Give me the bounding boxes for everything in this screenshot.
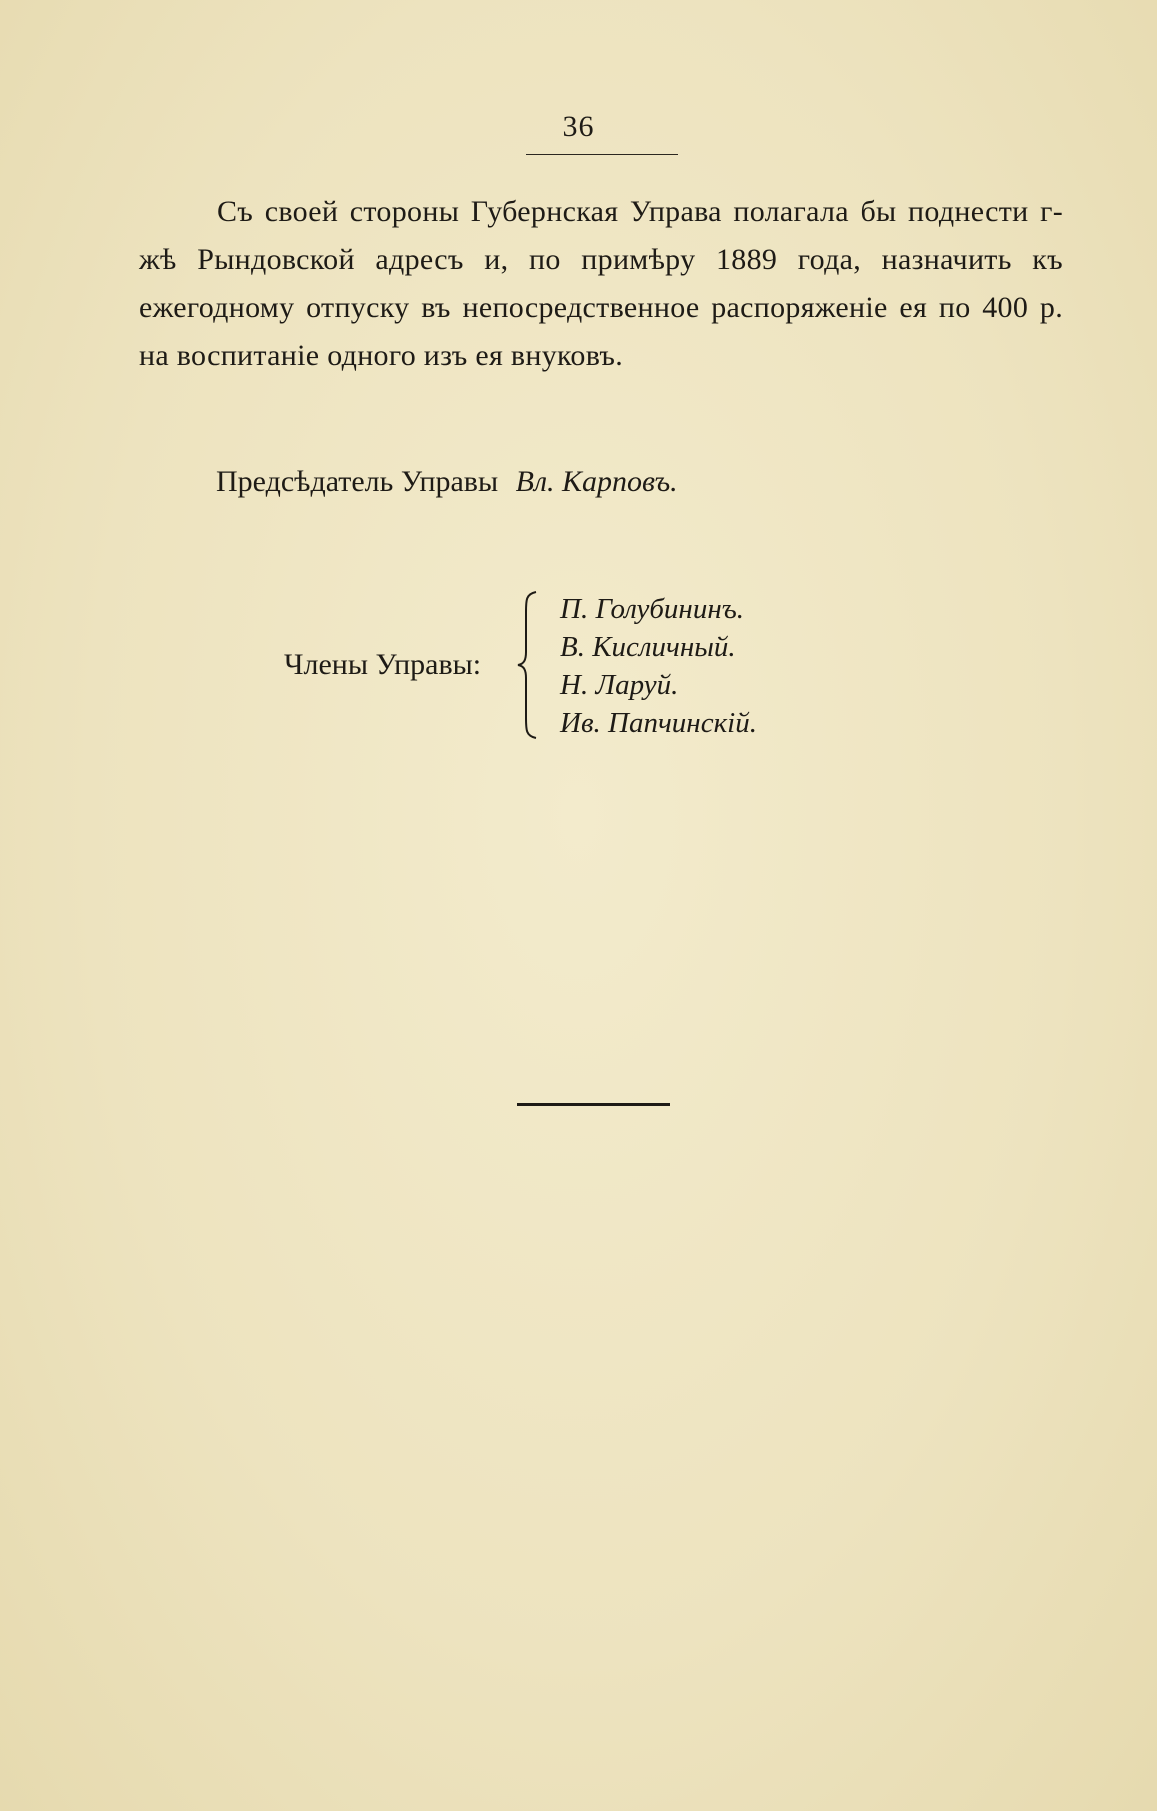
signature-line — [216, 465, 678, 499]
header-rule — [526, 154, 678, 155]
body-paragraph: Съ своей стороны Губернская Управа полагала бы поднести г-жѣ Рындовской адресъ и, по примѣру 1889 года, назначить къ ежегодному отпуску въ непосредственное распоряженіе ея по 400 р. на воспитаніе одного изъ ея внуковъ. — [139, 195, 1063, 372]
member-name: Н. Ларуй. — [560, 669, 679, 701]
signature-title: Предсѣдатель Управы — [216, 465, 499, 498]
page-number: 36 — [562, 110, 595, 143]
member-name: В. Кисличный. — [560, 631, 736, 663]
members-list — [560, 590, 757, 742]
members-label: Члены Управы: — [284, 648, 482, 681]
member-name: П. Голубининъ. — [560, 593, 745, 625]
member-name: Ив. Папчинскій. — [560, 707, 757, 739]
signature-name: Вл. Карповъ. — [515, 465, 678, 498]
curly-brace-icon — [516, 590, 542, 740]
footer-rule — [517, 1103, 670, 1106]
